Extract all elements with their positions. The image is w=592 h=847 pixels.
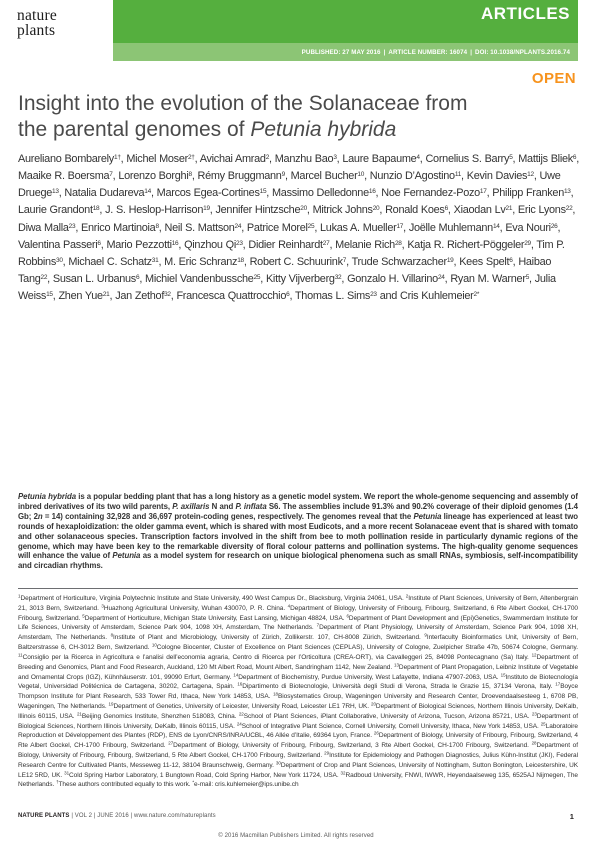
author (370, 170, 461, 182)
open-access-badge: OPEN (531, 70, 576, 87)
affiliation-marker: * (192, 779, 195, 785)
abstract-italic-term: P. axillaris (172, 501, 210, 511)
author-name: Didier Reinhardt (248, 238, 323, 251)
author-name: Natalia Dudareva (64, 187, 145, 200)
affiliation-marker: 16 (237, 681, 243, 687)
affiliation-text: Consiglio per la Ricerca in Agricoltura e l’analisi dell’economia agraria, Centro di Ricerca per l’Orticoltura (CREA-ORT), via Cavalleggeri 25, 84098 Pontecagnano (Sa) Italy. (22, 653, 529, 661)
author-name: Tim P. Robbins (18, 238, 565, 268)
author-name: Uwe Druege (18, 170, 561, 200)
author-affiliation-marker: 30 (56, 256, 63, 264)
footer-sep: | (71, 813, 75, 819)
section-banner (113, 0, 578, 43)
author (18, 239, 101, 251)
abstract (18, 492, 578, 571)
author-name: Thomas L. Sims (294, 290, 371, 303)
author (53, 273, 139, 285)
affiliation-marker: 23 (531, 711, 537, 717)
author-affiliation-marker: 17 (396, 222, 404, 230)
author-affiliation-marker: 12 (527, 171, 534, 179)
author-name: Cornelius S. Barry (425, 153, 510, 165)
author-name: Julia Weiss (18, 273, 556, 303)
abstract-text: S6. The assemblies include 91.3% and 90.2% coverage of their diploid genomes (1.4 Gb; 2 (18, 501, 578, 521)
author-affiliation-marker: 6 (286, 291, 290, 299)
author (342, 153, 419, 165)
abstract-text: is a popular bedding plant that has a long history as a genetic model system. We report the whole-genome sequencing and assembly of inbred derivatives of its two wild parents, (18, 492, 578, 511)
author-affiliation-marker: 16 (171, 239, 179, 247)
author (215, 204, 306, 216)
author (126, 153, 194, 165)
author (164, 256, 244, 268)
author-affiliation-marker: 25 (253, 274, 261, 282)
author-name: Lorenzo Borghi (118, 170, 189, 183)
author (454, 204, 513, 216)
author-name: Xiaodan Lv (453, 204, 506, 217)
author (58, 290, 109, 302)
author-affiliation-marker: 24 (437, 274, 445, 282)
author-name: Eva Nouri (505, 221, 551, 234)
affiliation-text: Biosystematics Group, Wageningen University and Research Center, Droevendaalsesteeg 1, 6708 PB, Wageningen, The Netherlands. (18, 693, 578, 710)
affiliation-text: Beijing Genomics Institute, Shenzhen 518083, China. (81, 712, 237, 720)
pub-bar-separator: | (470, 48, 473, 56)
author-affiliation-marker: 28 (394, 239, 402, 247)
author (266, 273, 341, 285)
author-affiliation-marker: 5 (525, 274, 530, 282)
author-name: Mario Pezzotti (106, 238, 172, 251)
author (320, 222, 403, 234)
affiliation-marker: 9 (424, 632, 427, 638)
author-name: M. Eric Schranz (164, 255, 238, 268)
author-affiliation-marker: 3 (333, 154, 337, 161)
journal-logo (17, 8, 57, 38)
abstract-text: = 14) containing 32,928 and 36,697 protein-coding genes, respectively. The genomes reveal that the (42, 511, 414, 521)
author (335, 239, 401, 251)
author-name: Mitrick Johns (312, 204, 373, 217)
title-line2-prefix: the parental genomes of (18, 118, 251, 141)
author (81, 222, 159, 234)
page-number: 1 (569, 812, 574, 821)
abstract-italic-term: Petunia (112, 551, 141, 561)
abstract-text: lineage has experienced at least two rounds of hexaploidization: the older gamma event, which is shared with most Eudicots, and a more recent Solanaceae event that is shared with tomato and other solanaceous species. Transcription factors involved in the shift from bee to moth pollination reside in particularly dynamic regions of the genome, which may have been key to the remarkable diversity of floral colour patterns and pollination systems. The high-quality genome sequences will enhance the value of (18, 511, 578, 561)
section-label: ARTICLES (481, 4, 570, 23)
author-affiliation-marker: 7 (109, 171, 113, 179)
author-affiliation-marker: 4 (416, 154, 420, 161)
author-affiliation-marker: 8 (155, 222, 159, 230)
publication-info-bar (113, 43, 578, 61)
doi-link[interactable]: DOI: 10.1038/NPLANTS.2016.74 (475, 48, 570, 56)
author-affiliation-marker: 6 (444, 205, 448, 213)
author (518, 204, 573, 216)
affiliation-marker: 19 (108, 701, 114, 707)
affiliation-marker: 25 (540, 721, 546, 727)
affiliation-marker: 1 (18, 593, 21, 599)
author-affiliation-marker: 19 (446, 256, 454, 264)
abstract-italic-term: Petunia hybrida (18, 492, 77, 501)
author-name: Laure Bapaume (342, 153, 417, 165)
author (459, 256, 512, 268)
affiliation-text: Cold Spring Harbor Laboratory, 1 Bungtown Road, Cold Spring Harbor, New York 11724, USA. (69, 771, 339, 779)
author-name: Diwa Malla (18, 221, 69, 234)
author (118, 170, 192, 182)
author-name: Massimo Delledonne (272, 187, 369, 200)
author (467, 170, 534, 182)
author-affiliation-marker: 13 (563, 188, 571, 196)
affiliation-marker: 31 (64, 770, 70, 776)
author (157, 187, 267, 199)
page-footer (18, 813, 574, 825)
published-date: PUBLISHED: 27 MAY 2016 (301, 48, 381, 56)
author-list: Aureliano Bombarely$^{1\dagger}$, Michel Moser$^{2\dagger}$, Avichai Amrad$^2$, Manzhu Bao$^3$, Laure Bapaume$^4$, Cornelius S. Barry$^5$, Mattijs Bliek$^6$, Maaike R. Boersma$^7$, Lorenzo Borghi$^8$, Rémy Bruggmann$^9$, Marcel Bucher$^{10}$, Nunzio D’Agostino$^{11}$, Kevin Davies$^{12}$, Uwe Druege$^{13}$, Natalia Dudareva$^{14}$, Marcos Egea-Cortines$^{15}$, Massimo Delledonne$^{16}$, Noe Fernandez-Pozo$^{17}$, Philipp Franken$^{13}$, Laurie Grandont$^{18}$, J. S. Heslop-Harrison$^{19}$, Jennifer Hintzsche$^{20}$, Mitrick Johns$^{20}$, Ronald Koes$^6$, Xiaodan Lv$^{21}$, Eric Lyons$^{22}$, Diwa Malla$^{23}$, Enrico Martinoia$^8$, Neil S. Mattson$^{24}$, Patrice Morel$^{25}$, Lukas A. Mueller$^{17}$, Joëlle Muhlemann$^{14}$, Eva Nouri$^{26}$, Valentina Passeri$^6$, Mario Pezzotti$^{16}$, Qinzhou Qi$^{23}$, Didier Reinhardt$^{27}$, Melanie Rich$^{28}$, Katja R. Richert-Pöggeler$^{29}$, Tim P. Robbins$^{30}$, Michael C. Schatz$^{31}$, M. Eric Schranz$^{18}$, Robert C. Schuurink$^7$, Trude Schwarzacher$^{19}$, Kees Spelt$^6$, Haibao Tang$^{22}$, Susan L. Urbanus$^6$, Michiel Vandenbussche$^{25}$, Kitty Vijverberg$^{32}$, Gonzalo H. Villarino$^{24}$, Ryan M. Warner$^5$, Julia Weiss$^{15}$, Zhen Yue$^{21}$, Jan Zethof$^{32}$, Francesca Quattrocchio$^6$, Thomas L. Sims$^{23}$ and Cris Kuhlemeier$^{2*}$ (18, 153, 579, 303)
author-affiliation-marker: 22 (40, 274, 48, 282)
author-affiliation-marker: 29 (524, 239, 531, 247)
author-affiliation-marker: 16 (368, 188, 376, 196)
author-name: Katja R. Richert-Pöggeler (407, 238, 525, 251)
affiliation-text: Department of Plant Physiology, University of Amsterdam, Science Park 904, 1098 XH, Amsterdam, The Netherlands. (18, 624, 578, 642)
author (184, 239, 243, 251)
affiliation-text: Instituto de Biotecnología Vegetal, Universidad Politécnica de Cartagena, 30202, Cartagena, Spain. (18, 673, 578, 691)
author-name: Maaike R. Boersma (18, 170, 110, 183)
affiliation-text: Department of Breeding and Genomics, Plant and Food Research, Auckland, 120 Mt Albert Road, Mount Albert, Sandringham 1142, New Zealand. (18, 653, 578, 671)
author-affiliation-marker: 20 (300, 205, 307, 213)
footer-journal: NATURE PLANTS (18, 813, 70, 819)
author (409, 222, 500, 234)
author-name: J. S. Heslop-Harrison (105, 204, 204, 217)
affiliation-text: Department of Genetics, University of Leicester, University Road, Leicester LE1 7RH, UK. (113, 702, 370, 710)
author-name: Avichai Amrad (199, 153, 266, 165)
author (18, 170, 113, 182)
author-name: Nunzio D’Agostino (369, 170, 455, 183)
affiliation-marker: 11 (18, 652, 23, 658)
author (492, 187, 570, 199)
affiliation-marker: 32 (340, 770, 346, 776)
author-name: Michael C. Schatz (68, 255, 152, 268)
affiliation-text: Institute of Plant Sciences, University of Bern, Altenbergrain 21, 3013 Bern, Switzerland. (18, 595, 578, 612)
abstract-italic-term: P. inflata (235, 501, 267, 511)
author-name: Neil S. Mattson (164, 221, 235, 234)
author (198, 170, 285, 182)
author-name: Cris Kuhlemeier (400, 290, 474, 303)
author-affiliation-marker: 2* (473, 291, 480, 299)
affiliation-marker: 2 (405, 593, 409, 599)
author-affiliation-marker: 24 (234, 222, 242, 230)
abstract-italic-term: Petunia (413, 511, 442, 521)
affiliation-text: School of Integrative Plant Science, Cornell University, Cornell University, Ithaca, New York 14853, USA. (241, 722, 539, 730)
footer-issue: VOL 2 | JUNE 2016 | www.nature.com/natureplants (74, 813, 216, 819)
author-affiliation-marker: 13 (52, 188, 59, 196)
affiliation-marker: 7 (316, 622, 320, 628)
author (250, 256, 346, 268)
affiliation-text: Boyce Thompson Institute for Plant Research, 533 Tower Rd, Ithaca, New York 14853, USA. (18, 683, 579, 701)
affiliation-marker: 18 (273, 691, 278, 697)
affiliation-text: Radboud University, FNWI, IWWR, Heyendaalseweg 135, 6525AJ Nijmegen, The Netherlands. (18, 771, 578, 789)
author (295, 290, 377, 302)
journal-logo-line1: nature (17, 7, 57, 24)
affiliation-marker: † (56, 779, 59, 785)
abstract-text: as a model system for research on unique biological phenomena such as small RNAs, symbiosis, self-incompatibility and circadian rhythms. (18, 551, 578, 571)
author-affiliation-marker: 32 (164, 291, 171, 299)
author-affiliation-marker: 6 (135, 274, 140, 282)
author-name: Zhen Yue (58, 290, 103, 303)
author (291, 170, 364, 182)
author-name: Jan Zethof (115, 290, 165, 303)
author-affiliation-marker: 23 (68, 222, 76, 230)
author (68, 256, 158, 268)
author-name: Susan L. Urbanus (52, 273, 136, 286)
author-name: Aureliano Bombarely (18, 153, 114, 165)
author-name: Haibao Tang (18, 255, 552, 286)
author (385, 204, 448, 216)
author-name: Michiel Vandenbussche (145, 273, 254, 286)
author-affiliation-marker: 1† (113, 154, 121, 161)
affiliation-text: Cologne Biocenter, Cluster of Excellence on Plant Sciences (CEPLAS), University of Cologne, Zuelpicher Straße 47b, 50674 Cologne, Germany. (156, 644, 578, 652)
author-name: Gonzalo H. Villarino (347, 273, 438, 286)
author-name: Marcel Bucher (290, 170, 358, 183)
author (247, 222, 314, 234)
affiliation-text: Interfaculty Bioinformatics Unit, University of Bern, Baltzerstrasse 6, CH-3012 Bern, Switzerland. (18, 634, 578, 652)
author-affiliation-marker: 7 (342, 256, 347, 264)
author-affiliation-marker: 9 (281, 171, 285, 179)
affiliation-text: Institute for Epidemiology and Pathogen Diagnostics, Julius Kühn-Institut (JKI), Federal Research Centre for Cultivated Plants, Messeweg 11-12, 38104 Braunschweig, Germany. (18, 752, 578, 769)
author (407, 239, 531, 251)
author-name: Francesca Quattrocchio (176, 290, 287, 303)
title-line2-italic: Petunia hybrida (250, 118, 397, 141)
author (105, 204, 210, 216)
affiliation-text: e-mail: cris.kuhlemeier@ips.unibe.ch (194, 781, 299, 789)
affiliation-marker: 29 (324, 750, 330, 756)
author-name: Marcos Egea-Cortines (156, 187, 260, 200)
author-affiliation-marker: 14 (144, 188, 151, 196)
affiliation-marker: 5 (82, 613, 85, 619)
author (200, 153, 269, 165)
affiliation-marker: 10 (151, 642, 157, 648)
author-name: Valentina Passeri (18, 238, 98, 251)
author-affiliation-marker: 15 (46, 291, 53, 299)
author-conjunction: and (379, 290, 398, 303)
author-affiliation-marker: 17 (479, 188, 487, 196)
author (145, 273, 260, 285)
abstract-italic-term: n (37, 511, 43, 521)
author-name: Mattijs Bliek (518, 153, 573, 165)
affiliations (18, 588, 578, 790)
author-name: Kitty Vijverberg (265, 273, 335, 286)
affiliation-text: Department of Biological Sciences, Northern Illinois University, DeKalb, Illinois 60115, USA. (18, 712, 578, 730)
affiliation-text: Department of Plant Propagation, Leibniz Institute of Vegetable and Ornamental Crops (IGZ), Kühnhäuserstr. 101, 99090 Erfurt, Germany. (18, 663, 579, 681)
author-name: Rémy Bruggmann (197, 170, 282, 183)
author-name: Michel Moser (126, 153, 188, 165)
author-name: Robert C. Schuurink (249, 255, 343, 268)
affiliation-text: Department of Horticulture, Michigan State University, East Lansing, Michigan 48824, USA. (84, 614, 345, 622)
title-line1: Insight into the evolution of the Solanaceae from (18, 92, 468, 115)
author (425, 153, 512, 165)
author-affiliation-marker: 8 (188, 171, 192, 179)
author (400, 290, 479, 302)
affiliation-text: Huazhong Agricultural University, Wuhan 430070, P. R. China. (103, 604, 286, 612)
affiliation-text: Department of Horticulture, Virginia Polytechnic Institute and State University, 490 West Campus Dr., Blacksburg, Virginia 24061, USA. (20, 595, 404, 602)
author-affiliation-marker: 23 (235, 239, 243, 247)
author-name: Kevin Davies (466, 170, 528, 183)
author-name: Lukas A. Mueller (320, 221, 397, 234)
affiliation-text: Department of Biology, University of Fribourg, Fribourg, Switzerland, 5 Rte Albert Gockel, CH-1700 Fribourg, Switzerland. (18, 742, 579, 759)
author-name: Ronald Koes (385, 204, 445, 217)
affiliation-marker: 8 (110, 632, 114, 638)
affiliation-text: Department of Biology, University of Fribourg, Fribourg, Switzerland, 4 Rte Albert Gockel, CH-1700 Fribourg, Switzerland. (18, 732, 578, 750)
author-affiliation-marker: 2† (187, 154, 195, 161)
author (347, 273, 445, 285)
author (450, 273, 529, 285)
pub-bar-separator: | (383, 48, 386, 56)
author-name: Philipp Franken (492, 187, 564, 200)
author-affiliation-marker: 20 (372, 205, 380, 213)
author-name: Enrico Martinoia (81, 221, 156, 234)
affiliation-text: Department of Biology, University of Fribourg, Fribourg, Switzerland, 3 Rte Albert Gockel, CH-1700 Fribourg, Switzerland. (173, 742, 529, 750)
author-affiliation-marker: 25 (307, 222, 315, 230)
affiliation-text: Institute of Plant and Microbiology, University of Zürich, Zollikerstr. 107, CH-8008 Zürich, Switzerland. (113, 634, 421, 642)
author-affiliation-marker: 18 (92, 205, 100, 213)
author (505, 222, 557, 234)
author (248, 239, 329, 251)
author-affiliation-marker: 11 (454, 171, 462, 179)
author (313, 204, 380, 216)
affiliation-marker: 24 (236, 721, 242, 727)
author (275, 153, 337, 165)
journal-logo-line2: plants (17, 22, 56, 39)
affiliation-marker: 17 (555, 681, 561, 687)
affiliation-marker: 15 (500, 672, 506, 677)
author-affiliation-marker: 6 (572, 154, 577, 161)
affiliation-text: These authors contributed equally to this work. (58, 781, 191, 789)
affiliation-text: Department of Biochemistry, Purdue University, West Lafayette, Indiana 47907-2063, USA. (238, 673, 499, 681)
author-affiliation-marker: 21 (505, 205, 513, 213)
affiliation-text: Department of Crop and Plant Sciences, University of Nottingham, Sutton Bonington, Leicestershire, UK LE12 5RD, UK. (18, 761, 578, 779)
affiliation-marker: 28 (531, 740, 537, 746)
author-affiliation-marker: 18 (237, 256, 244, 264)
affiliation-marker: 3 (101, 603, 104, 609)
author-affiliation-marker: 22 (565, 205, 573, 213)
article-title (18, 91, 578, 143)
author (64, 187, 151, 199)
author (18, 204, 99, 216)
affiliation-marker: 14 (233, 672, 239, 677)
author-affiliation-marker: 21 (102, 291, 110, 299)
author (176, 290, 289, 302)
author-affiliation-marker: 14 (492, 222, 500, 230)
author-affiliation-marker: 6 (97, 239, 101, 247)
author-name: Trude Schwarzacher (351, 255, 447, 268)
author-name: Jennifer Hintzsche (215, 204, 301, 217)
affiliation-marker: 4 (287, 603, 291, 609)
author (18, 222, 75, 234)
author-name: Qinzhou Qi (184, 238, 236, 251)
author-name: Patrice Morel (246, 221, 308, 234)
affiliation-marker: 12 (531, 652, 537, 658)
author-name: Joëlle Muhlemann (408, 221, 493, 234)
affiliation-text: Department of Biology, University of Fribourg, Fribourg, Switzerland, 6 Rte Albert Gockel, CH-1700 Fribourg, Switzerland. (18, 604, 579, 622)
author-affiliation-marker: 31 (151, 256, 159, 264)
author (352, 256, 454, 268)
author-affiliation-marker: 15 (259, 188, 267, 196)
affiliation-marker: 22 (238, 711, 244, 717)
author-name: Manzhu Bao (274, 153, 334, 165)
affiliation-text: Department of Plant Development and (Epi)Genetics, Swammerdam Institute for Life Sciences, University of Amsterdam, Science Park 904, 1098 XH, Amsterdam, The Netherlands. (18, 614, 578, 632)
author-affiliation-marker: 2 (265, 154, 270, 161)
author-name: Kees Spelt (459, 255, 510, 268)
author (106, 239, 178, 251)
author (115, 290, 171, 302)
author (518, 153, 576, 165)
author-affiliation-marker: 26 (550, 222, 558, 230)
author-name: Noe Fernandez-Pozo (381, 187, 480, 200)
affiliation-marker: 6 (346, 613, 349, 619)
affiliation-marker: 30 (275, 760, 281, 766)
author (18, 153, 121, 165)
author-name: Ryan M. Warner (450, 273, 526, 286)
author (381, 187, 486, 199)
author-affiliation-marker: 27 (322, 239, 330, 247)
author-name: Laurie Grandont (18, 204, 93, 217)
author-affiliation-marker: 6 (509, 256, 513, 264)
author-affiliation-marker: 19 (203, 205, 210, 213)
article-number: ARTICLE NUMBER: 16074 (388, 48, 468, 56)
author (272, 187, 376, 199)
affiliation-text: Laboratoire Reproduction et Développement des Plantes (RDP), ENS de Lyon/CNRS/INRA/UCBL, 46 Allée d’Italie, 69364 Lyon, France. (18, 722, 578, 740)
author-affiliation-marker: 23 (370, 291, 377, 299)
author-name: Melanie Rich (335, 238, 395, 251)
affiliation-marker: 21 (76, 711, 82, 717)
copyright-notice: © 2016 Macmillan Publishers Limited. All rights reserved (218, 833, 374, 839)
affiliation-text: School of Plant Sciences, iPlant Collaborative, University of Arizona, Tucson, Arizona 85721, USA. (243, 712, 530, 720)
author-affiliation-marker: 32 (334, 274, 342, 282)
affiliation-marker: 26 (373, 730, 379, 736)
author-affiliation-marker: 10 (357, 171, 365, 179)
affiliation-marker: 20 (371, 701, 376, 707)
author (165, 222, 242, 234)
abstract-text: N and (209, 501, 236, 511)
affiliation-text: Dipartimento di Biotecnologie, Università degli Studi di Verona, Strada le Grazie 15, 37134 Verona, Italy. (242, 683, 553, 691)
affiliation-text: Department of Biological Sciences, Northern Illinois University, DeKalb, Illinois 60115, USA. (18, 702, 578, 720)
author-name: Eric Lyons (517, 204, 566, 217)
author-affiliation-marker: 5 (509, 154, 513, 161)
affiliation-marker: 13 (394, 662, 399, 668)
affiliation-marker: 27 (168, 740, 174, 746)
